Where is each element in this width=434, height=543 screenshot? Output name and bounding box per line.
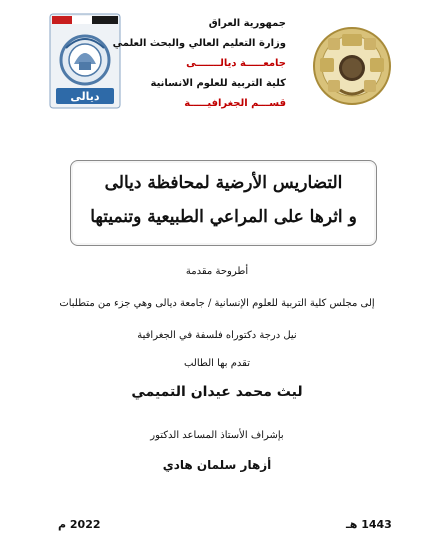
submission-statement-degree: نيل درجة دكتوراه فلسفة في الجغرافية xyxy=(137,330,297,341)
thesis-title-line-1: التضاريس الأرضية لمحافظة ديالى xyxy=(104,173,343,193)
submission-statement-council: إلى مجلس كلية التربية للعلوم الإنسانية / جامعة ديالى وهي جزء من متطلبات xyxy=(59,298,375,309)
university-of-diyala-logo xyxy=(48,12,122,110)
submission-statement-intro: أطروحة مقدمة xyxy=(185,266,249,277)
gregorian-year: 2022 م xyxy=(58,518,101,531)
submission-statement-presented-by: تقدم بها الطالب xyxy=(183,358,251,369)
supervisor-name: أزهار سلمان هادي xyxy=(162,458,272,472)
hijri-year: 1443 هـ xyxy=(346,518,392,531)
header-university: جامعـــــة ديالـــــــى xyxy=(186,58,286,69)
student-name: ليث محمد عيدان التميمي xyxy=(131,384,303,400)
supervisor-title: بإشراف الأستاذ المساعد الدكتور xyxy=(150,430,284,441)
institution-header xyxy=(112,14,286,114)
header-country: جمهورية العراق xyxy=(208,18,286,29)
college-emblem-logo xyxy=(312,26,392,106)
thesis-title-line-2: و اثرها على المراعي الطبيعية وتنميتها xyxy=(90,207,357,227)
logo-diyala-wordmark: ديالى xyxy=(70,90,100,103)
header-college: كلية التربية للعلوم الانسانية xyxy=(150,78,286,89)
thesis-title-box xyxy=(70,160,377,246)
header-ministry: وزارة التعليم العالي والبحث العلمي xyxy=(112,38,286,49)
header-department: قســـم الجغرافيـــــة xyxy=(184,98,286,109)
